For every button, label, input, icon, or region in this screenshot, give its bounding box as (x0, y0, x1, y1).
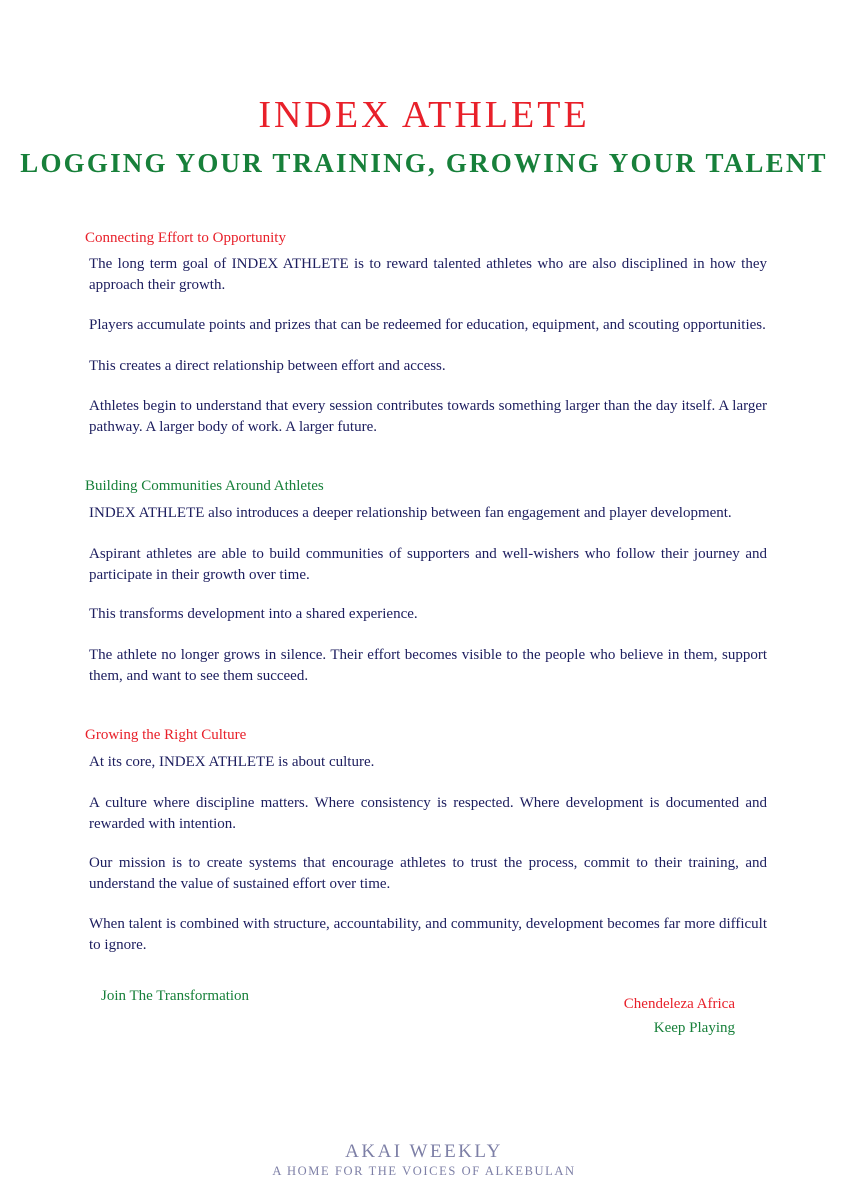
section-heading-growing-culture: Growing the Right Culture (85, 727, 247, 743)
page-subtitle: LOGGING YOUR TRAINING, GROWING YOUR TALENT (20, 148, 828, 178)
section-1-paragraph-4: Athletes begin to understand that every session contributes towards something larger than the day itself. A larger pathway. A larger body of work. A larger future. (89, 398, 767, 435)
page-title: INDEX ATHLETE (258, 94, 590, 136)
signoff-chendeleza-africa: Chendeleza Africa (623, 996, 735, 1012)
section-3-paragraph-1: At its core, INDEX ATHLETE is about culture. (89, 754, 375, 770)
section-3-paragraph-2: A culture where discipline matters. Where consistency is respected. Where development is documented and rewarded with intention. (89, 795, 767, 832)
section-1-paragraph-1: The long term goal of INDEX ATHLETE is to reward talented athletes who are also disciplined in how they approach their growth. (89, 256, 767, 293)
section-2-paragraph-3: This transforms development into a shared experience. (89, 606, 418, 622)
footer-tagline: A HOME FOR THE VOICES OF ALKEBULAN (272, 1164, 576, 1178)
section-heading-connecting-effort: Connecting Effort to Opportunity (85, 230, 286, 246)
section-heading-building-communities: Building Communities Around Athletes (85, 478, 324, 494)
section-2-paragraph-2: Aspirant athletes are able to build communities of supporters and well-wishers who follow their journey and participate in their growth over time. (89, 546, 767, 583)
section-3-paragraph-3: Our mission is to create systems that encourage athletes to trust the process, commit to their training, and understand the value of sustained effort over time. (89, 855, 767, 892)
section-2-paragraph-4: The athlete no longer grows in silence. Their effort becomes visible to the people who believe in them, support them, and want to see them succeed. (89, 647, 767, 684)
join-transformation-text: Join The Transformation (101, 988, 250, 1004)
section-1-paragraph-2: Players accumulate points and prizes that can be redeemed for education, equipment, and scouting opportunities. (89, 317, 766, 333)
section-1-paragraph-3: This creates a direct relationship between effort and access. (89, 358, 446, 374)
signoff-keep-playing: Keep Playing (653, 1020, 735, 1036)
footer-publication-name: AKAI WEEKLY (345, 1141, 503, 1162)
section-3-paragraph-4: When talent is combined with structure, accountability, and community, development becomes far more difficult to ignore. (89, 916, 767, 953)
section-2-paragraph-1: INDEX ATHLETE also introduces a deeper relationship between fan engagement and player development. (89, 505, 732, 521)
